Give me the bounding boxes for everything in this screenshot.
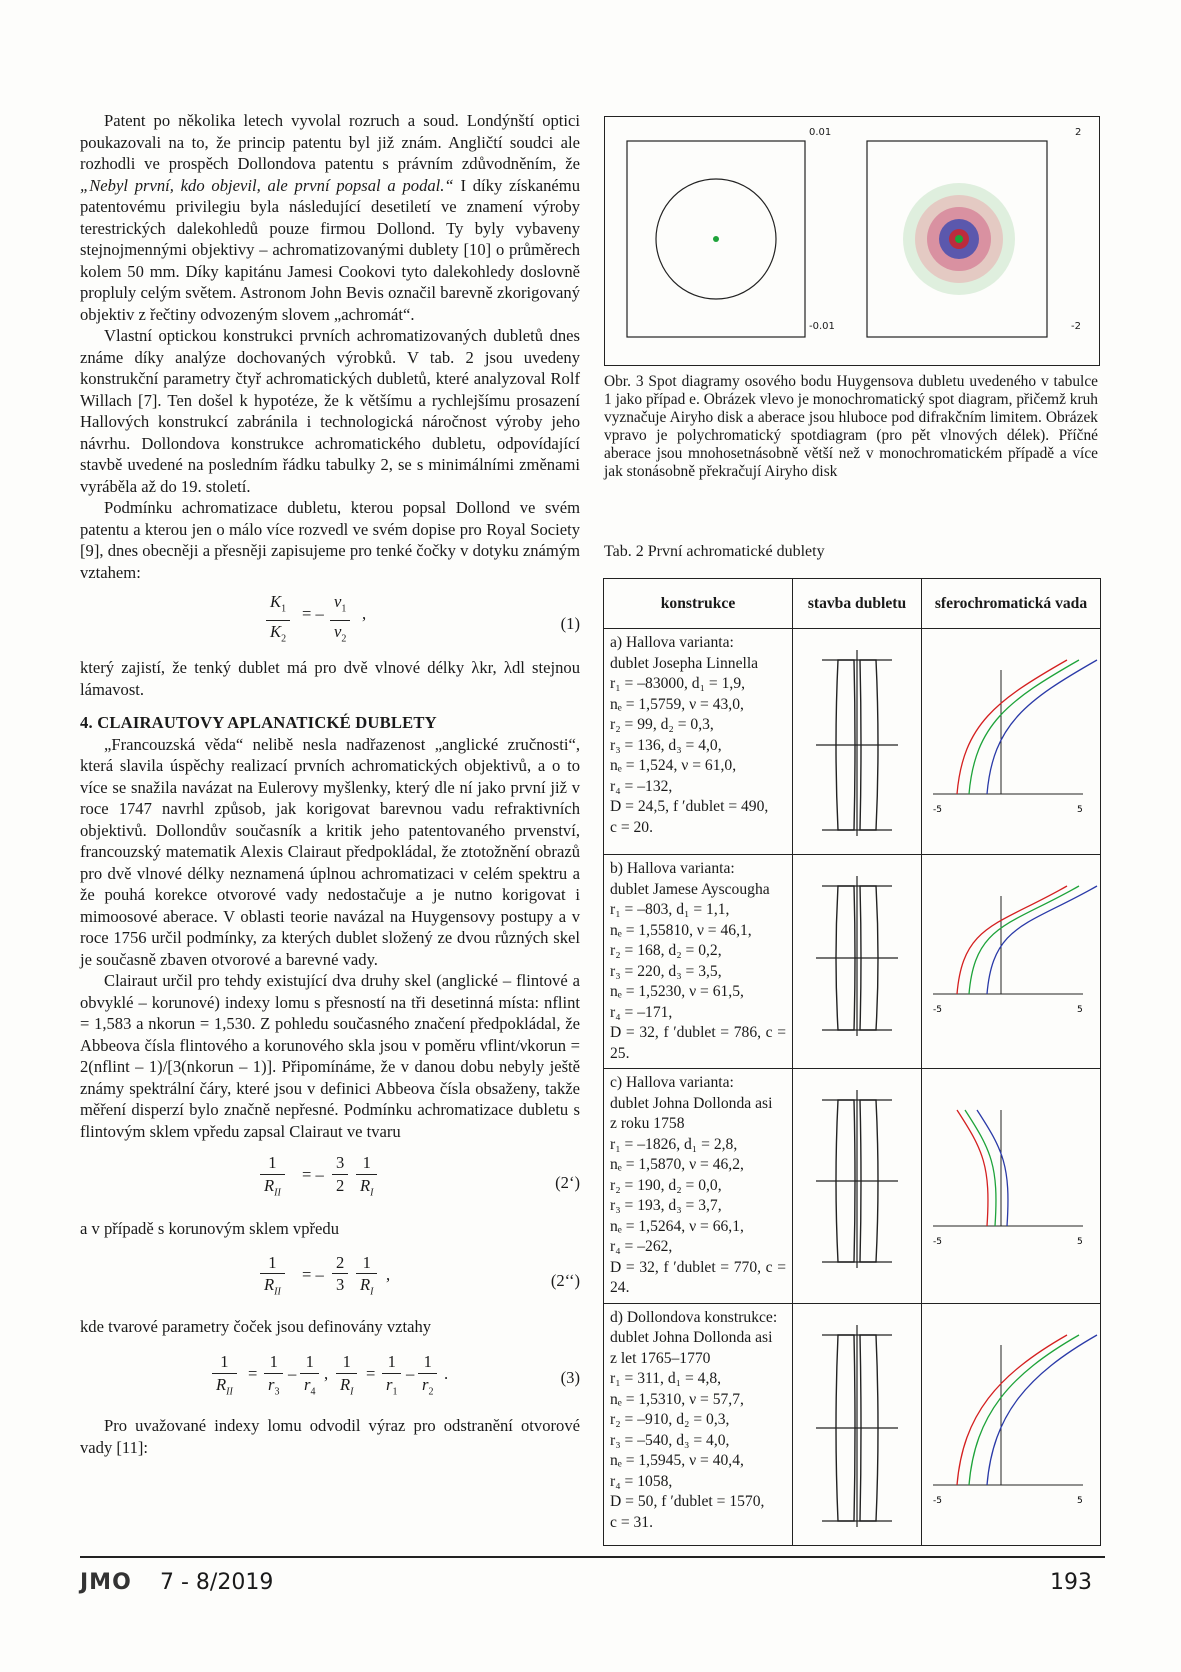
axis-label-right: 5 [1077,1495,1083,1506]
table-cell-line: dublet Jamese Ayscougha [610,880,770,898]
table-cell-line: b) Hallova varianta: [610,860,735,877]
table-cell-line: D = 32, f ′dublet = 770, c = 24. [610,1258,786,1296]
table-cell-line: r₂ = 168, d₂ = 0,2, [610,942,722,959]
table-cell-line: nₑ = 1,5870, ν = 46,2, [610,1156,744,1173]
table-row [604,1303,1101,1545]
row-a-aberration [922,629,1101,855]
paragraph-8: kde tvarové parametry čoček jsou definovány vztahy [80,1316,432,1336]
equation-2a: 1 $R_{II}$ = – $\frac{3}{2}$ $\frac{1}{R_I}$ (2‘) [80,1150,580,1210]
curve-red [957,660,1067,794]
table-title: Tab. 2 První achromatické dublety [604,543,825,560]
equation-2b-number: (2‘‘) [550,1270,580,1290]
table-cell-line: r₁ = –83000, d₁ = 1,9, [610,675,746,692]
table-cell-line: r₂ = 99, d₂ = 0,3, [610,716,714,733]
table-cell-line: r₄ = –171, [610,1003,673,1021]
table-cell-line: c = 20. [610,818,654,836]
axis-label-left: -5 [933,805,942,815]
curve-green [965,1110,996,1226]
curve-blue [987,660,1097,794]
table-cell-line: r₁ = –1826, d₁ = 2,8, [610,1135,738,1153]
table-cell-line: a) Hallova varianta: [610,634,734,651]
axis-label-right: 5 [1077,805,1083,815]
table-cell-line: D = 24,5, f ′dublet = 490, [610,798,769,815]
table-cell-line: r₄ = 1058, [610,1472,673,1490]
paragraph-2: Vlastní optickou konstrukci prvních achromatizovaných dubletů dnes známe díky analýze dochovaných výrobků. V tab. 2 jsou uvedeny konstrukční parametry čtyř achromatických dubletů, které analyzoval Rolf Willach [7]. Ten došel k hypotéze, že k většímu a rychlejšímu prosazení Hallových konstrukcí zabránila i technologická náročnost výroby jeho návrhu. Dollondova konstrukce achromatického dubletu, odpovídající stavbě uvedené na posledním řádku tabulky 2, se s minimálními změnami vyráběla až do 19. století. [80,326,580,496]
curve-blue [987,1335,1097,1485]
monochromatic-spot [713,236,719,242]
table-cell-line: nₑ = 1,5264, ν = 66,1, [610,1217,744,1235]
row-a-lens [793,629,922,855]
equation-3: 1 $R_{II}$ = $\frac{1}{r_3}$ – $\frac{1}{r_4}$ , $\frac{1}{R_I}$ = $\frac{1}{r_1}$ – $\frac{1}{r_2}$ . (3) [80,1345,580,1407]
table-cell-line: nₑ = 1,5230, ν = 61,5, [610,983,744,1000]
lens-diagram [794,630,920,850]
table-cell-line: r₃ = –540, d₃ = 4,0, [610,1431,730,1449]
table-cell-line: dublet Josepha Linnella [610,654,759,672]
table-cell-line: r₃ = 136, d₃ = 4,0, [610,736,722,754]
axis-label-left: -5 [933,1005,942,1015]
aberration-curves [923,630,1099,850]
row-c-text [604,1069,793,1304]
figure-3-caption: Obr. 3 Spot diagramy osového bodu Huygensova dubletu uvedeného v tabulce 1 jako případ e. Obrázek vlevo je monochromatický spot diagram, přičemž kruh vyznačuje Airyho disk a aberace jsou hluboce pod difrakčním limitem. Obrázek vpravo je polychromatický spotdiagram (pro pět vlnových délek). Příčné aberace jsou mnohosetnásobně větší než v monochromatickém případě a více jak stonásobně překračují Airyho disk [604,373,1098,480]
curve-red [957,1335,1067,1485]
header-stavba: stavba dubletu [793,579,922,629]
table-cell-line: nₑ = 1,524, ν = 61,0, [610,757,737,774]
paragraph-9: Pro uvažované indexy lomu odvodil výraz pro odstranění otvorové vady [11]: [80,1416,580,1457]
curve-red [957,1110,988,1226]
axis-label-right: 5 [1077,1005,1083,1015]
aberration-curves [923,1070,1099,1282]
lens-diagram [794,1070,920,1282]
lens-diagram [794,1305,920,1541]
table-cell-line: nₑ = 1,5310, ν = 57,7, [610,1390,744,1408]
footer-rule [80,1556,1105,1558]
equation-2b: 1 $R_{II}$ = – $\frac{2}{3}$ $\frac{1}{R_I}$ , (2‘‘) [80,1248,580,1308]
table-cell-line: z roku 1758 [610,1115,685,1132]
table-cell-line: dublet Johna Dollonda asi [610,1329,773,1346]
equation-1: $\frac{K_1}{K_2}$ = – $\frac{\nu_1}{\nu_2}$ , (1) [80,591,580,649]
left-top-label: 0.01 [809,127,832,138]
row-c-lens [793,1069,922,1304]
row-b-lens [793,855,922,1069]
table-cell-line: nₑ = 1,5759, ν = 43,0, [610,695,744,713]
lens-diagram [794,856,920,1050]
table-cell-line: nₑ = 1,5945, ν = 40,4, [610,1452,744,1469]
table-cell-line: r₁ = –803, d₁ = 1,1, [610,901,730,918]
journal-logo: JMO [80,1570,132,1595]
paragraph-4: který zajistí, že tenký dublet má pro dvě vlnové délky λkr, λdl stejnou lámavost. [80,658,580,699]
page-number: 193 [1050,1570,1092,1595]
paragraph-6: Clairaut určil pro tehdy existující dva druhy skel (anglické – flintové a obvyklé – korunové) indexy lomu s přesností na tři desetinná místa: nflint = 1,583 a nkorun = 1,530. Z pohledu současného značení předpokládal, že Abbeova čísla flintového a korunového skla jsou v poměru νflint/νkorun = 2(nflint – 1)/[3(nkorun – 1)]. Připomínáme, že v danou dobu nebyly ještě známy spektrální čáry, které jsou v definici Abbeova čísla obsaženy, takže měření disperzí bylo značně nepřesné. Podmínku achromatizace dubletu s flintovým sklem vpředu zapsal Clairaut ve tvaru [80,971,580,1141]
row-d-text [604,1303,793,1545]
table-cell-line: dublet Johna Dollonda asi [610,1094,773,1112]
axis-label-left: -5 [933,1237,942,1247]
table-row [604,855,1101,1069]
aberration-curves [923,856,1099,1050]
header-vada: sferochromatická vada [922,579,1101,629]
figure-3 [604,116,1100,366]
equation-1-number: (1) [560,614,580,633]
table-cell-line: r₃ = 220, d₃ = 3,5, [610,962,722,980]
row-c-aberration [922,1069,1101,1304]
paragraph-5: „Francouzská věda“ nelibě nesla nadřazenost „anglické zručnosti“, která slavila úspěchy realizací prvních achromatických objektivů, a o to více se snažila navázat na Eulerovy myšlenky, který dle ní jako první již v roce 1747 navrhl způsob, jak korigovat barevnou vadu refraktivních objektivů. Dollondův současník a kritik jeho patentovaného prvenství, francouzský matematik Alexis Clairaut předpokládal, že ztotožnění obrazů pro dvě vlnové délky neznamená úplnou achromatizaci v celém spektru a že pouhá korekce otvorové vady nedostačuje a je nutno korigovat i mimoosové aberace. V oblasti teorie navázal na Huygensovy postupy a v roce 1756 určil podmínky, za kterých dublet složený ze dvou různých skel je současně zbaven otvorové a barevné vady. [80,734,580,969]
curve-blue [987,886,1097,994]
table-cell-line: c) Hallova varianta: [610,1074,734,1091]
header-konstrukce: konstrukce [604,579,793,629]
table-cell-line: r₃ = 193, d₃ = 3,7, [610,1197,722,1214]
spot-diagrams [605,117,1099,365]
right-top-label: 2 [1075,127,1082,138]
issue-number: 7 - 8/2019 [160,1570,274,1595]
axis-label-right: 5 [1077,1237,1083,1247]
section-heading: 4. CLAIRAUTOVY APLANATICKÉ DUBLETY [80,713,437,732]
table-row [604,1069,1101,1304]
row-a-text [604,629,793,855]
row-d-aberration [922,1303,1101,1545]
table-cell-line: nₑ = 1,55810, ν = 46,1, [610,921,752,939]
table-cell-line: r₄ = –132, [610,777,673,795]
right-bottom-label: -2 [1071,321,1081,332]
aberration-curves [923,1305,1099,1541]
paragraph-3: Podmínku achromatizace dubletu, kterou popsal Dollond ve svém patentu a kterou jen o málo více rozvedl ve svém dopise pro Royal Society [9], dnes obecněji a přesněji zapisujeme pro tenké čočky v dotyku známým vztahem: [80,498,580,582]
paragraph-7: a v případě s korunovým sklem vpředu [80,1219,339,1238]
paragraph-1: Patent po několika letech vyvolal rozruch a soud. Londýnští optici poukazovali na to, že princip patentu byl již znám. Angličtí soudci ale rozhodli ve prospěch Dollondova patentu s právním zdůvodněním, že „Nebyl první, kdo objevil, ale první popsal a podal.“ I díky získanému patentovému privilegiu byla následující desetiletí ve znamení výroby terestrických dalekohledů pouze firmou Dollond. Ty byly vybaveny stejnojmennými objektivy – achromatizovanými dublety [10] o průměrech kolem 50 mm. Díky kapitánu Jamesi Cookovi tyto dalekohledy doslovně propluly celým světem. Astronom John Bevis označil barevně zkorigovaný objektiv z řečtiny odvozeným slovem „achromát“. [80,111,580,324]
table-cell-line: r₂ = –910, d₂ = 0,3, [610,1411,730,1428]
equation-2a-number: (2‘) [555,1173,580,1192]
table-cell-line: D = 32, f ′dublet = 786, c = 25. [610,1024,786,1062]
left-column [80,110,580,1458]
left-bottom-label: -0.01 [809,321,835,332]
table-cell-line: r₂ = 190, d₂ = 0,0, [610,1176,722,1194]
row-d-lens [793,1303,922,1545]
axis-label-left: -5 [933,1495,942,1506]
table-cell-line: d) Dollondova konstrukce: [610,1308,778,1326]
curve-green [969,886,1079,994]
table-2 [603,578,1101,1546]
table-cell-line: r₄ = –262, [610,1238,673,1255]
row-b-aberration [922,855,1101,1069]
table-cell-line: r₁ = 311, d₁ = 4,8, [610,1370,722,1387]
equation-3-number: (3) [560,1368,580,1387]
table-cell-line: c = 31. [610,1513,654,1531]
table-cell-line: z let 1765–1770 [610,1349,711,1367]
table-cell-line: D = 50, f ′dublet = 1570, [610,1493,765,1510]
row-b-text [604,855,793,1069]
curve-red [957,886,1067,994]
table-row [604,629,1101,855]
